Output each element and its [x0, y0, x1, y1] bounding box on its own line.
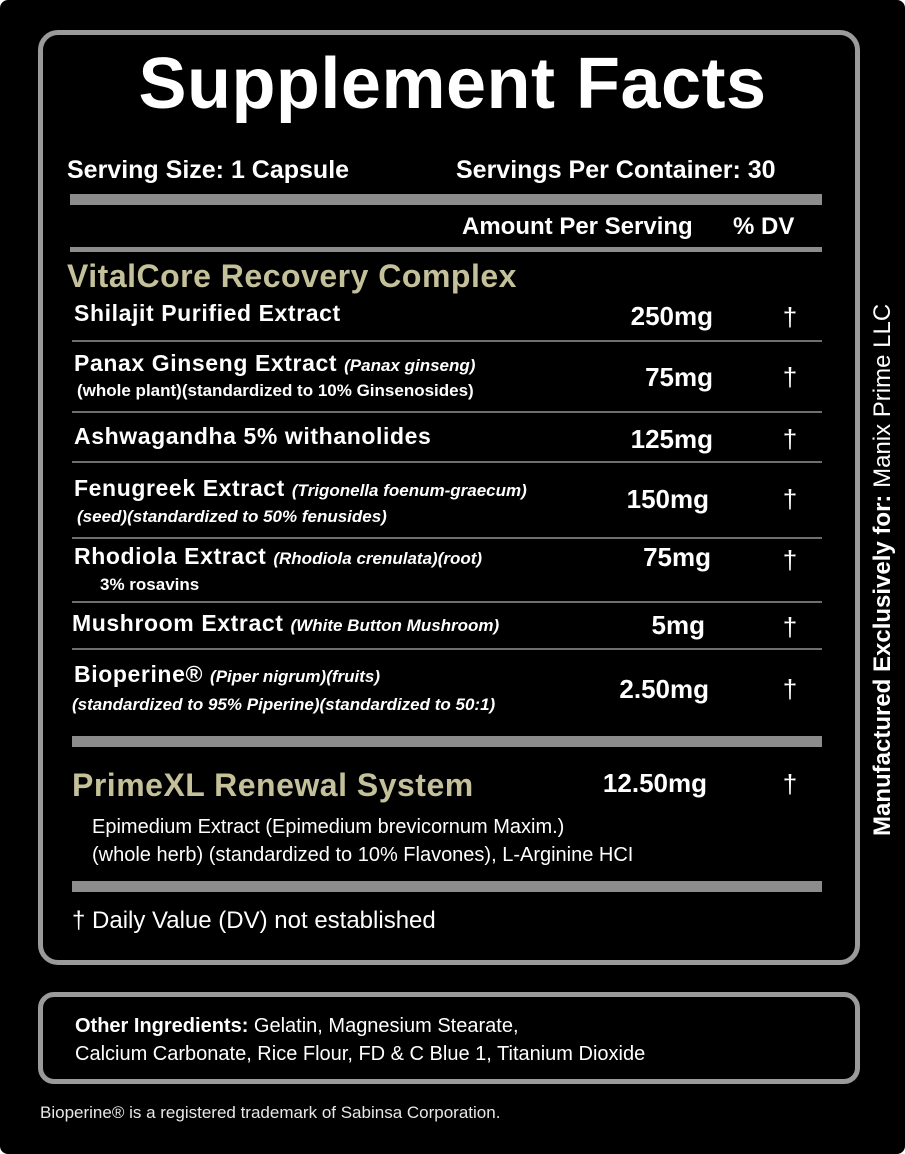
row-divider: [72, 648, 822, 650]
ingredient-name-row: [74, 661, 380, 688]
manufacturer-note: [869, 304, 897, 836]
dagger-mark: †: [782, 484, 798, 514]
serving-size: Serving Size: 1 Capsule: [67, 156, 350, 184]
ingredient-detail: (standardized to 95% Piperine)(standardized to 50:1): [72, 695, 496, 714]
other-ingredients-list: Gelatin, Magnesium Stearate,: [253, 1015, 519, 1037]
section-description-line1: Epimedium Extract (Epimedium brevicornum Maxim.): [92, 816, 565, 838]
row-divider: [72, 340, 822, 342]
ingredient-detail: 3% rosavins: [100, 575, 200, 594]
ingredient-name: Ashwagandha 5% withanolides: [74, 423, 432, 449]
daily-value-header: % DV: [733, 213, 795, 240]
dagger-mark: †: [782, 612, 798, 642]
ingredient-amount: 2.50mg: [619, 674, 709, 704]
thick-divider: [72, 736, 822, 747]
manufacturer-label: Manufactured Exclusively for:: [869, 494, 896, 836]
ingredient-name: Mushroom Extract: [72, 610, 284, 636]
section-amount: 12.50mg: [602, 768, 707, 798]
daily-value-footnote: † Daily Value (DV) not established: [72, 907, 436, 934]
dagger-mark: †: [782, 302, 798, 332]
row-divider: [72, 601, 822, 603]
panel-title: Supplement Facts: [138, 44, 767, 124]
ingredient-name: Shilajit Purified Extract: [74, 300, 341, 326]
ingredient-name: Bioperine®: [74, 661, 204, 687]
dagger-mark: †: [782, 674, 798, 704]
row-divider: [72, 537, 822, 539]
ingredient-amount: 250mg: [630, 301, 713, 331]
ingredient-name-row: [72, 610, 499, 637]
row-divider: [72, 411, 822, 413]
section-heading-vitalcore: VitalCore Recovery Complex: [67, 258, 517, 294]
ingredient-latin-name: (White Button Mushroom): [290, 616, 500, 635]
ingredient-latin-name: (Piper nigrum)(fruits): [210, 667, 381, 686]
ingredient-name: Fenugreek Extract: [74, 475, 285, 501]
ingredient-amount: 75mg: [645, 362, 713, 392]
dagger-mark: †: [782, 424, 798, 454]
ingredient-latin-name: (Rhodiola crenulata)(root): [273, 549, 483, 568]
thick-divider: [72, 881, 822, 892]
row-divider: [72, 461, 822, 463]
ingredient-latin-name: (Trigonella foenum-graecum): [291, 481, 527, 500]
dagger-mark: †: [782, 769, 798, 799]
ingredient-amount: 75mg: [643, 542, 711, 572]
section-heading-primexl: PrimeXL Renewal System: [72, 767, 474, 803]
ingredient-amount: 150mg: [626, 484, 709, 514]
medium-divider: [70, 247, 822, 252]
trademark-note: Bioperine® is a registered trademark of Sabinsa Corporation.: [40, 1103, 501, 1122]
other-ingredients-line2: Calcium Carbonate, Rice Flour, FD & C Blue 1, Titanium Dioxide: [75, 1043, 646, 1065]
ingredient-name-row: [74, 543, 482, 570]
manufacturer-name: Manix Prime LLC: [869, 303, 896, 488]
ingredient-name: Rhodiola Extract: [74, 543, 267, 569]
ingredient-name-row: [74, 475, 527, 502]
amount-per-serving-header: Amount Per Serving: [462, 213, 693, 240]
thick-divider: [70, 194, 822, 205]
dagger-mark: †: [782, 362, 798, 392]
dagger-mark: †: [782, 545, 798, 575]
ingredient-name-row: [74, 350, 475, 377]
ingredient-amount: 125mg: [630, 424, 713, 454]
ingredient-amount: 5mg: [651, 610, 705, 640]
other-ingredients-line1: [75, 1012, 519, 1040]
servings-per-container: Servings Per Container: 30: [456, 156, 776, 184]
ingredient-latin-name: (Panax ginseng): [344, 356, 476, 375]
section-description-line2: (whole herb) (standardized to 10% Flavones), L-Arginine HCI: [92, 844, 634, 866]
ingredient-name: Panax Ginseng Extract: [74, 350, 338, 376]
ingredient-detail: (whole plant)(standardized to 10% Ginsenosides): [77, 381, 474, 400]
other-ingredients-label: Other Ingredients:: [75, 1015, 249, 1037]
ingredient-detail: (seed)(standardized to 50% fenusides): [77, 507, 387, 526]
